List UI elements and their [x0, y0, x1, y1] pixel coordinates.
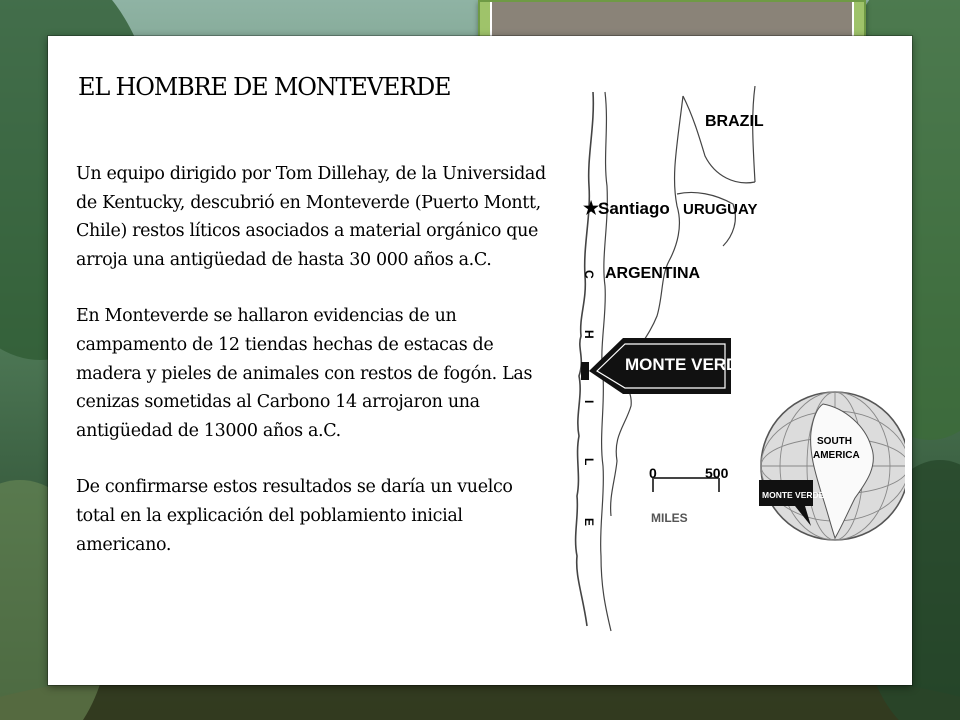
argentina-label: ARGENTINA — [605, 265, 701, 282]
brazil-coast — [753, 86, 755, 182]
brazil-label: BRAZIL — [705, 113, 764, 130]
uruguay-label: URUGUAY — [683, 201, 758, 218]
monte-verde-callout-label: MONTE VERDE — [625, 355, 750, 374]
monte-verde-marker — [581, 362, 589, 380]
paragraph-discovery: Un equipo dirigido por Tom Dillehay, de la Universidad de Kentucky, descubrió en Monteverde (Puerto Montt, Chile) restos líticos asociados a material orgánico que arroja una antigüedad de hasta 30 000 años a.C. — [76, 164, 546, 270]
globe-south-label: SOUTH — [817, 436, 852, 447]
globe-america-label: AMERICA — [813, 450, 860, 461]
brazil-border — [683, 96, 755, 183]
chile-letter-e: E — [582, 518, 596, 527]
slide-title: EL HOMBRE DE MONTEVERDE — [78, 73, 451, 101]
globe-callout-label: MONTE VERDE — [762, 490, 825, 500]
paragraph-campsite: En Monteverde se hallaron evidencias de un campamento de 12 tiendas hechas de estacas de madera y pieles de animales con restos de fogón. Las cenizas sometidas al Carbono 14 arrojaron una antigüedad de 13000 años a.C. — [76, 306, 533, 441]
chile-letter-h: H — [582, 330, 596, 339]
chile-letter-l: L — [582, 458, 596, 466]
santiago-star-icon: ★ — [583, 198, 600, 218]
scale-max-label: 500 — [705, 465, 729, 481]
chile-letter-i: I — [582, 400, 596, 404]
globe — [761, 392, 905, 540]
argentina-coast — [611, 96, 683, 516]
monte-verde-map — [565, 86, 905, 646]
chile-letter-c: C — [582, 270, 596, 279]
chile-coastline — [576, 92, 594, 626]
scale-unit-label: MILES — [651, 511, 688, 525]
santiago-label: Santiago — [598, 199, 670, 218]
scale-zero-label: 0 — [649, 465, 657, 481]
paragraph-conclusion: De confirmarse estos resultados se daría un vuelco total en la explicación del poblamiento inicial americano. — [76, 477, 513, 555]
slide-body — [76, 160, 556, 587]
